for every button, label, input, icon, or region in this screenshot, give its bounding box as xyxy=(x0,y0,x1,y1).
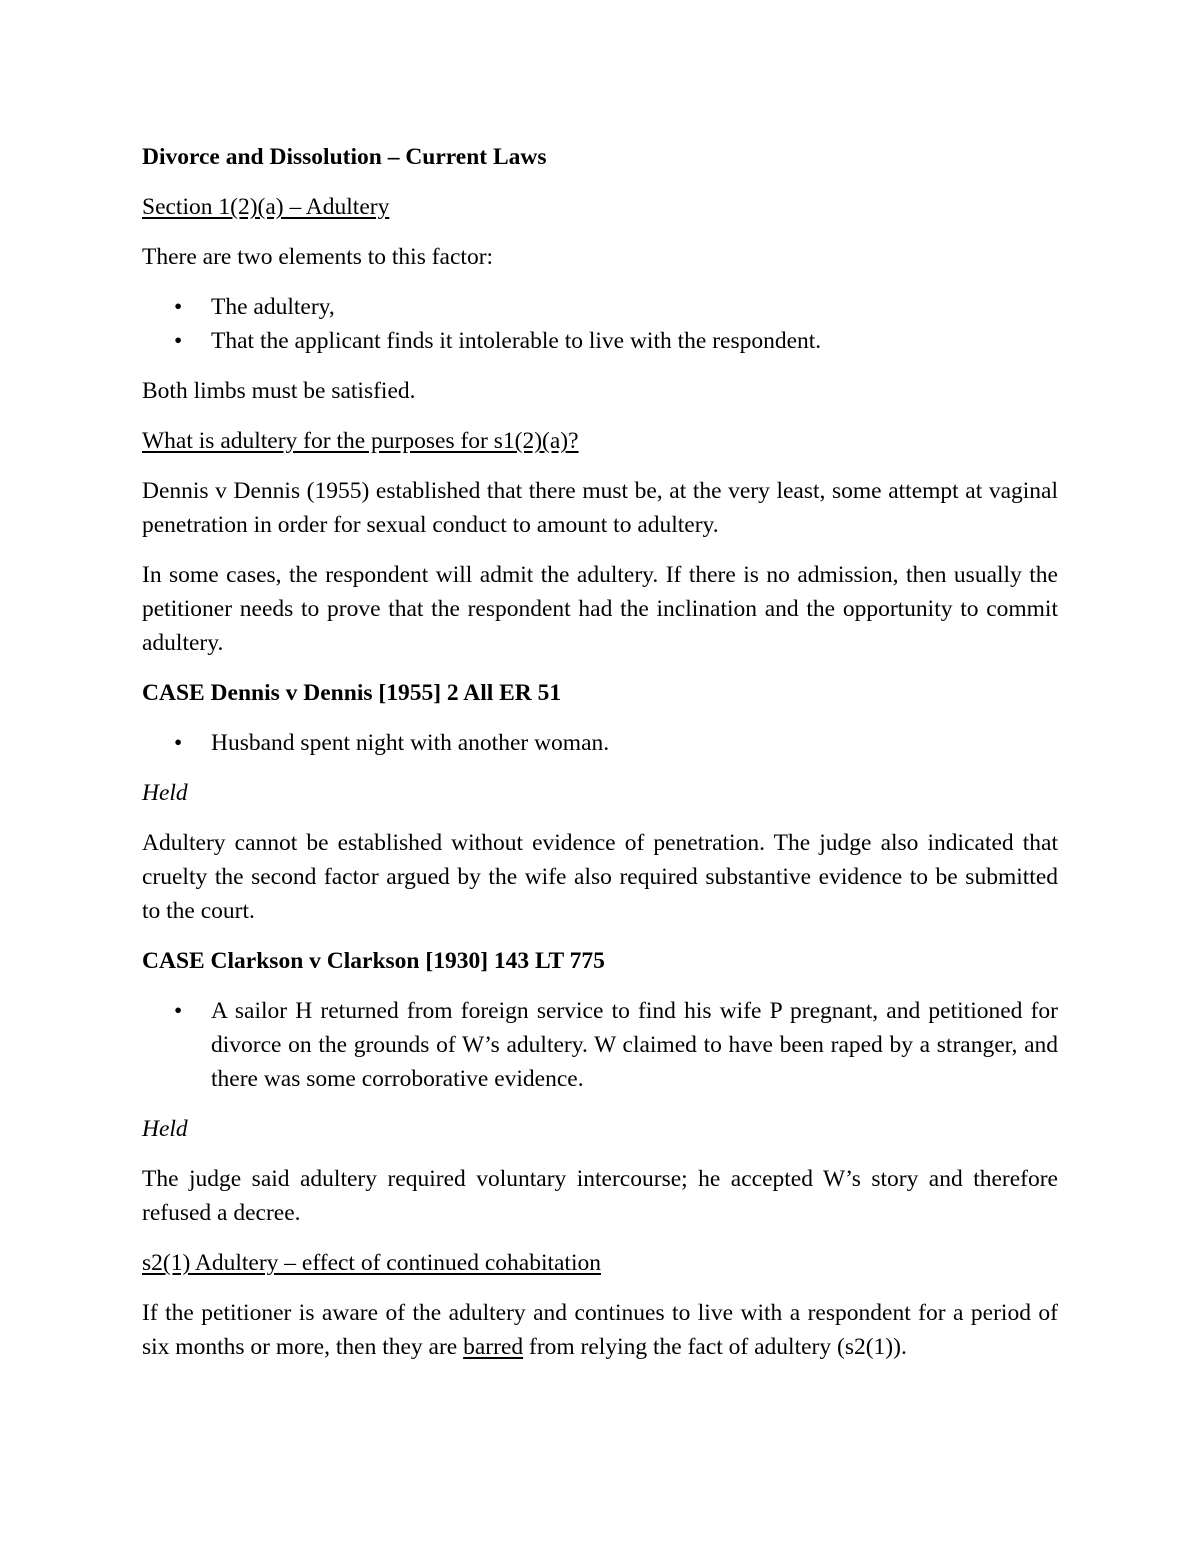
admission-paragraph: In some cases, the respondent will admit the adultery. If there is no admission, then usually the petitioner needs to prove that the respondent had the inclination and the opportunity to commit adultery. xyxy=(142,562,1058,656)
case-clarkson-held-label: Held xyxy=(142,1116,188,1142)
list-item-text: That the applicant finds it intolerable to live with the respondent. xyxy=(211,328,822,354)
document-title: Divorce and Dissolution – Current Laws xyxy=(142,144,547,170)
case-dennis-facts xyxy=(142,726,1058,760)
list-item-text: The adultery, xyxy=(211,294,335,320)
bullet-icon: • xyxy=(174,328,183,354)
case-clarkson-heading: CASE Clarkson v Clarkson [1930] 143 LT 775 xyxy=(142,948,605,974)
s21-text-before: If the petitioner is aware of the adultery and continues to live with a respondent for a period of six months or more, then they are xyxy=(142,1300,1058,1360)
case-dennis-heading: CASE Dennis v Dennis [1955] 2 All ER 51 xyxy=(142,680,562,706)
case-clarkson-held-text: The judge said adultery required voluntary intercourse; he accepted W’s story and therefore refused a decree. xyxy=(142,1166,1058,1226)
s21-paragraph xyxy=(142,1296,1058,1364)
s21-heading: s2(1) Adultery – effect of continued cohabitation xyxy=(142,1250,601,1276)
bullet-icon: • xyxy=(174,730,183,756)
bullet-icon: • xyxy=(174,294,183,320)
list-item xyxy=(142,726,1058,760)
case-dennis-held-label: Held xyxy=(142,780,188,806)
list-item-text: A sailor H returned from foreign service to find his wife P pregnant, and petitioned for divorce on the grounds of W’s adultery. W claimed to have been raped by a stranger, and there was some corroborative evidence. xyxy=(211,998,1058,1092)
case-clarkson-facts xyxy=(142,994,1058,1096)
dennis-paragraph: Dennis v Dennis (1955) established that there must be, at the very least, some attempt at vaginal penetration in order for sexual conduct to amount to adultery. xyxy=(142,478,1058,538)
both-limbs-text: Both limbs must be satisfied. xyxy=(142,378,416,404)
question-heading: What is adultery for the purposes for s1(2)(a)? xyxy=(142,428,579,454)
elements-list xyxy=(142,290,1058,358)
s21-text-after: from relying the fact of adultery (s2(1)). xyxy=(523,1334,907,1360)
intro-text: There are two elements to this factor: xyxy=(142,244,494,270)
document-page xyxy=(142,140,1058,1380)
barred-term: barred xyxy=(463,1334,524,1360)
case-dennis-held-text: Adultery cannot be established without evidence of penetration. The judge also indicated that cruelty the second factor argued by the wife also required substantive evidence to be submitted to the court. xyxy=(142,830,1058,924)
section-heading: Section 1(2)(a) – Adultery xyxy=(142,194,390,220)
list-item-text: Husband spent night with another woman. xyxy=(211,730,610,756)
list-item xyxy=(142,290,1058,324)
bullet-icon: • xyxy=(174,998,183,1024)
list-item xyxy=(142,994,1058,1096)
list-item xyxy=(142,324,1058,358)
